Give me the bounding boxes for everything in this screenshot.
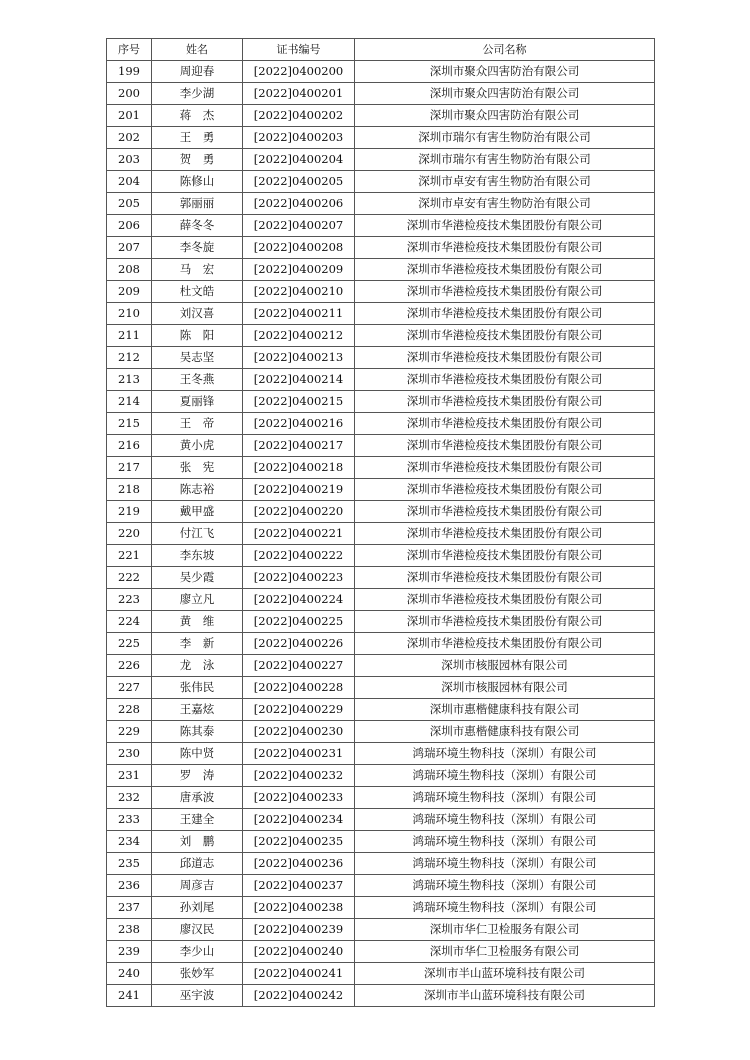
table-row: [107, 281, 655, 303]
cell-index: 238: [107, 919, 152, 941]
cell-index: 226: [107, 655, 152, 677]
cell-company: 深圳市聚众四害防治有限公司: [355, 83, 655, 105]
cell-company: 深圳市华港检疫技术集团股份有限公司: [355, 501, 655, 523]
cell-certificate-no: [2022]0400221: [243, 523, 355, 545]
cell-certificate-no: [2022]0400228: [243, 677, 355, 699]
cell-name: 吴少霞: [152, 567, 243, 589]
cell-name: 孙刘尾: [152, 897, 243, 919]
cell-company: 深圳市半山蓝环境科技有限公司: [355, 985, 655, 1007]
table-row: [107, 523, 655, 545]
cell-name: 邱道志: [152, 853, 243, 875]
cell-certificate-no: [2022]0400231: [243, 743, 355, 765]
cell-index: 201: [107, 105, 152, 127]
cell-certificate-no: [2022]0400233: [243, 787, 355, 809]
cell-name: 陈其泰: [152, 721, 243, 743]
cell-company: 深圳市华港检疫技术集团股份有限公司: [355, 545, 655, 567]
cell-company: 深圳市华仁卫检服务有限公司: [355, 941, 655, 963]
cell-name: 刘汉喜: [152, 303, 243, 325]
cell-certificate-no: [2022]0400218: [243, 457, 355, 479]
table-row: [107, 919, 655, 941]
cell-certificate-no: [2022]0400226: [243, 633, 355, 655]
cell-certificate-no: [2022]0400200: [243, 61, 355, 83]
cell-company: 深圳市华港检疫技术集团股份有限公司: [355, 435, 655, 457]
cell-company: 深圳市华港检疫技术集团股份有限公司: [355, 457, 655, 479]
cell-certificate-no: [2022]0400205: [243, 171, 355, 193]
cell-index: 219: [107, 501, 152, 523]
cell-index: 228: [107, 699, 152, 721]
table-row: [107, 391, 655, 413]
table-row: [107, 501, 655, 523]
cell-name: 巫宇波: [152, 985, 243, 1007]
table-row: [107, 699, 655, 721]
cell-company: 深圳市华港检疫技术集团股份有限公司: [355, 325, 655, 347]
cell-certificate-no: [2022]0400209: [243, 259, 355, 281]
cell-index: 200: [107, 83, 152, 105]
table-row: [107, 655, 655, 677]
table-row: [107, 853, 655, 875]
table-row: [107, 83, 655, 105]
cell-index: 202: [107, 127, 152, 149]
cell-certificate-no: [2022]0400224: [243, 589, 355, 611]
table-row: [107, 809, 655, 831]
cell-name: 吴志坚: [152, 347, 243, 369]
table-row: [107, 611, 655, 633]
cell-certificate-no: [2022]0400239: [243, 919, 355, 941]
cell-company: 深圳市华港检疫技术集团股份有限公司: [355, 259, 655, 281]
cell-name: 李少山: [152, 941, 243, 963]
cell-name: 李 新: [152, 633, 243, 655]
cell-certificate-no: [2022]0400214: [243, 369, 355, 391]
cell-certificate-no: [2022]0400227: [243, 655, 355, 677]
cell-name: 唐承波: [152, 787, 243, 809]
cell-name: 陈 阳: [152, 325, 243, 347]
cell-name: 马 宏: [152, 259, 243, 281]
header-name: 姓名: [152, 39, 243, 61]
cell-name: 王 帝: [152, 413, 243, 435]
cell-name: 陈中贤: [152, 743, 243, 765]
table-row: [107, 325, 655, 347]
cell-company: 深圳市卓安有害生物防治有限公司: [355, 193, 655, 215]
cell-certificate-no: [2022]0400241: [243, 963, 355, 985]
cell-index: 237: [107, 897, 152, 919]
table-row: [107, 61, 655, 83]
certificate-table: [106, 38, 655, 1007]
cell-company: 深圳市华港检疫技术集团股份有限公司: [355, 237, 655, 259]
cell-company: 鸿瑞环境生物科技（深圳）有限公司: [355, 853, 655, 875]
cell-company: 深圳市华港检疫技术集团股份有限公司: [355, 523, 655, 545]
cell-index: 220: [107, 523, 152, 545]
cell-name: 夏丽锋: [152, 391, 243, 413]
cell-company: 鸿瑞环境生物科技（深圳）有限公司: [355, 743, 655, 765]
cell-company: 深圳市华港检疫技术集团股份有限公司: [355, 215, 655, 237]
cell-company: 深圳市卓安有害生物防治有限公司: [355, 171, 655, 193]
header-company: 公司名称: [355, 39, 655, 61]
cell-company: 深圳市聚众四害防治有限公司: [355, 105, 655, 127]
cell-company: 深圳市瑞尔有害生物防治有限公司: [355, 149, 655, 171]
cell-company: 深圳市瑞尔有害生物防治有限公司: [355, 127, 655, 149]
cell-company: 鸿瑞环境生物科技（深圳）有限公司: [355, 787, 655, 809]
cell-name: 廖立凡: [152, 589, 243, 611]
cell-certificate-no: [2022]0400217: [243, 435, 355, 457]
table-body: [107, 61, 655, 1007]
cell-index: 213: [107, 369, 152, 391]
cell-index: 199: [107, 61, 152, 83]
table-row: [107, 413, 655, 435]
cell-index: 214: [107, 391, 152, 413]
cell-index: 225: [107, 633, 152, 655]
table-row: [107, 677, 655, 699]
table-row: [107, 721, 655, 743]
cell-name: 李少湖: [152, 83, 243, 105]
cell-index: 218: [107, 479, 152, 501]
table-row: [107, 347, 655, 369]
table-header-row: [107, 39, 655, 61]
cell-name: 蒋 杰: [152, 105, 243, 127]
cell-certificate-no: [2022]0400201: [243, 83, 355, 105]
cell-company: 深圳市华港检疫技术集团股份有限公司: [355, 589, 655, 611]
cell-index: 211: [107, 325, 152, 347]
cell-index: 229: [107, 721, 152, 743]
table-row: [107, 149, 655, 171]
table-row: [107, 875, 655, 897]
table-row: [107, 765, 655, 787]
cell-certificate-no: [2022]0400202: [243, 105, 355, 127]
table-row: [107, 259, 655, 281]
header-index: 序号: [107, 39, 152, 61]
cell-certificate-no: [2022]0400220: [243, 501, 355, 523]
cell-index: 234: [107, 831, 152, 853]
table-row: [107, 897, 655, 919]
cell-index: 230: [107, 743, 152, 765]
cell-name: 罗 涛: [152, 765, 243, 787]
cell-index: 203: [107, 149, 152, 171]
cell-index: 227: [107, 677, 152, 699]
table-row: [107, 127, 655, 149]
cell-name: 付江飞: [152, 523, 243, 545]
cell-index: 215: [107, 413, 152, 435]
cell-index: 209: [107, 281, 152, 303]
table-row: [107, 171, 655, 193]
cell-certificate-no: [2022]0400235: [243, 831, 355, 853]
cell-certificate-no: [2022]0400206: [243, 193, 355, 215]
cell-index: 206: [107, 215, 152, 237]
cell-name: 李东坡: [152, 545, 243, 567]
cell-certificate-no: [2022]0400230: [243, 721, 355, 743]
cell-certificate-no: [2022]0400210: [243, 281, 355, 303]
cell-certificate-no: [2022]0400213: [243, 347, 355, 369]
cell-name: 刘 鹏: [152, 831, 243, 853]
cell-name: 张 宪: [152, 457, 243, 479]
cell-index: 212: [107, 347, 152, 369]
cell-certificate-no: [2022]0400240: [243, 941, 355, 963]
cell-certificate-no: [2022]0400212: [243, 325, 355, 347]
cell-index: 232: [107, 787, 152, 809]
cell-company: 深圳市华港检疫技术集团股份有限公司: [355, 413, 655, 435]
cell-name: 廖汉民: [152, 919, 243, 941]
cell-certificate-no: [2022]0400229: [243, 699, 355, 721]
table-row: [107, 941, 655, 963]
cell-index: 224: [107, 611, 152, 633]
cell-company: 深圳市华港检疫技术集团股份有限公司: [355, 479, 655, 501]
cell-certificate-no: [2022]0400208: [243, 237, 355, 259]
cell-name: 陈修山: [152, 171, 243, 193]
cell-index: 205: [107, 193, 152, 215]
cell-company: 深圳市聚众四害防治有限公司: [355, 61, 655, 83]
table-row: [107, 369, 655, 391]
cell-index: 217: [107, 457, 152, 479]
cell-company: 鸿瑞环境生物科技（深圳）有限公司: [355, 897, 655, 919]
cell-name: 周彦吉: [152, 875, 243, 897]
table-row: [107, 435, 655, 457]
cell-index: 207: [107, 237, 152, 259]
cell-certificate-no: [2022]0400223: [243, 567, 355, 589]
table-row: [107, 479, 655, 501]
cell-index: 221: [107, 545, 152, 567]
header-certificate-no: 证书编号: [243, 39, 355, 61]
cell-name: 郭丽丽: [152, 193, 243, 215]
table-row: [107, 633, 655, 655]
cell-company: 深圳市惠楷健康科技有限公司: [355, 721, 655, 743]
table-row: [107, 831, 655, 853]
cell-name: 王嘉炫: [152, 699, 243, 721]
cell-index: 241: [107, 985, 152, 1007]
cell-company: 深圳市核服园林有限公司: [355, 677, 655, 699]
cell-certificate-no: [2022]0400242: [243, 985, 355, 1007]
table-row: [107, 787, 655, 809]
cell-company: 鸿瑞环境生物科技（深圳）有限公司: [355, 831, 655, 853]
table-row: [107, 589, 655, 611]
cell-company: 鸿瑞环境生物科技（深圳）有限公司: [355, 809, 655, 831]
cell-name: 薛冬冬: [152, 215, 243, 237]
table-row: [107, 105, 655, 127]
cell-index: 231: [107, 765, 152, 787]
cell-company: 深圳市华港检疫技术集团股份有限公司: [355, 391, 655, 413]
cell-name: 王 勇: [152, 127, 243, 149]
cell-name: 龙 泳: [152, 655, 243, 677]
cell-name: 王建全: [152, 809, 243, 831]
cell-certificate-no: [2022]0400225: [243, 611, 355, 633]
cell-name: 黄 维: [152, 611, 243, 633]
cell-name: 王冬燕: [152, 369, 243, 391]
cell-certificate-no: [2022]0400204: [243, 149, 355, 171]
cell-company: 深圳市华港检疫技术集团股份有限公司: [355, 611, 655, 633]
cell-index: 216: [107, 435, 152, 457]
table-row: [107, 193, 655, 215]
cell-certificate-no: [2022]0400232: [243, 765, 355, 787]
table-row: [107, 215, 655, 237]
cell-company: 深圳市华仁卫检服务有限公司: [355, 919, 655, 941]
cell-name: 黄小虎: [152, 435, 243, 457]
table-row: [107, 545, 655, 567]
cell-certificate-no: [2022]0400237: [243, 875, 355, 897]
cell-company: 深圳市惠楷健康科技有限公司: [355, 699, 655, 721]
cell-company: 深圳市华港检疫技术集团股份有限公司: [355, 347, 655, 369]
table-row: [107, 743, 655, 765]
cell-name: 戴甲盛: [152, 501, 243, 523]
table-row: [107, 985, 655, 1007]
cell-company: 深圳市华港检疫技术集团股份有限公司: [355, 303, 655, 325]
cell-certificate-no: [2022]0400222: [243, 545, 355, 567]
cell-certificate-no: [2022]0400203: [243, 127, 355, 149]
cell-index: 239: [107, 941, 152, 963]
cell-certificate-no: [2022]0400207: [243, 215, 355, 237]
cell-company: 深圳市华港检疫技术集团股份有限公司: [355, 567, 655, 589]
cell-index: 233: [107, 809, 152, 831]
table-row: [107, 303, 655, 325]
cell-company: 深圳市核服园林有限公司: [355, 655, 655, 677]
cell-name: 陈志裕: [152, 479, 243, 501]
cell-certificate-no: [2022]0400236: [243, 853, 355, 875]
cell-company: 鸿瑞环境生物科技（深圳）有限公司: [355, 765, 655, 787]
cell-index: 222: [107, 567, 152, 589]
table-row: [107, 567, 655, 589]
cell-name: 杜文皓: [152, 281, 243, 303]
cell-certificate-no: [2022]0400211: [243, 303, 355, 325]
cell-name: 李冬旋: [152, 237, 243, 259]
cell-index: 210: [107, 303, 152, 325]
cell-company: 深圳市华港检疫技术集团股份有限公司: [355, 281, 655, 303]
cell-company: 深圳市华港检疫技术集团股份有限公司: [355, 369, 655, 391]
cell-name: 张伟民: [152, 677, 243, 699]
certificate-table-container: [106, 38, 654, 1007]
cell-index: 204: [107, 171, 152, 193]
table-row: [107, 963, 655, 985]
cell-index: 208: [107, 259, 152, 281]
cell-index: 235: [107, 853, 152, 875]
cell-company: 鸿瑞环境生物科技（深圳）有限公司: [355, 875, 655, 897]
cell-certificate-no: [2022]0400219: [243, 479, 355, 501]
cell-company: 深圳市华港检疫技术集团股份有限公司: [355, 633, 655, 655]
cell-index: 240: [107, 963, 152, 985]
cell-company: 深圳市半山蓝环境科技有限公司: [355, 963, 655, 985]
cell-index: 236: [107, 875, 152, 897]
table-row: [107, 237, 655, 259]
cell-certificate-no: [2022]0400215: [243, 391, 355, 413]
cell-index: 223: [107, 589, 152, 611]
cell-name: 贺 勇: [152, 149, 243, 171]
cell-certificate-no: [2022]0400216: [243, 413, 355, 435]
cell-certificate-no: [2022]0400234: [243, 809, 355, 831]
cell-name: 张妙军: [152, 963, 243, 985]
cell-name: 周迎春: [152, 61, 243, 83]
cell-certificate-no: [2022]0400238: [243, 897, 355, 919]
table-row: [107, 457, 655, 479]
